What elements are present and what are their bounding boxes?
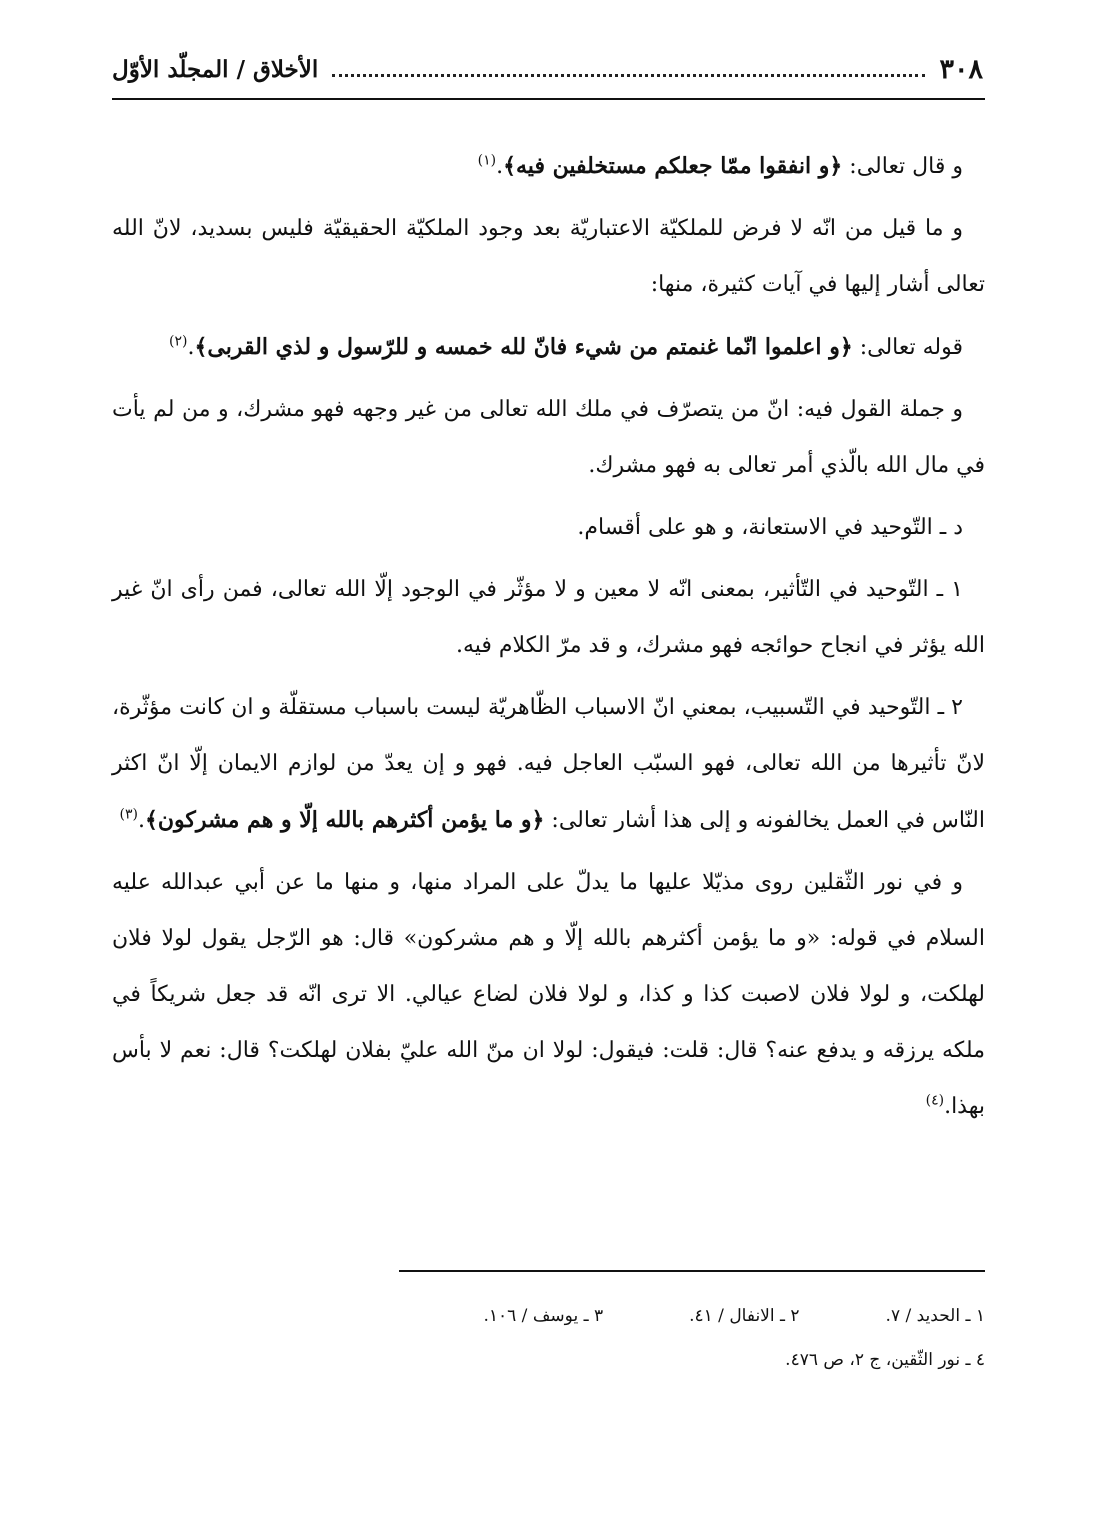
paragraph-8 xyxy=(112,855,985,1135)
footnote-divider xyxy=(399,1270,985,1272)
footnote-ref-2: (٢) xyxy=(169,333,188,350)
paragraph-3 xyxy=(112,319,985,376)
paragraph-6: ١ ـ التّوحيد في التّأثير، بمعنى انّه لا معين و لا مؤثّر في الوجود إلّا الله تعالى، فمن رأى انّ غير الله يؤثر في انجاح حوائجه فهو مشرك، و قد مرّ الكلام فيه. xyxy=(112,577,985,658)
paragraph-7-lead: ٢ ـ التّوحيد في التّسبيب، بمعني انّ الاسباب الظّاهريّة ليست باسباب مستقلّة و ان كانت مؤثّرة، لانّ تأثيرها من الله تعالى، فهو السبّب العاجل فيه. فهو و إن يعدّ من لوازم الايمان إلّا انّ اكثر النّاس في العمل يخالفونه و إلى هذا أشار تعالى: xyxy=(112,695,985,833)
quran-quote-2: ﴿و اعلموا انّما غنمتم من شيء فانّ لله خمسه و للرّسول و لذي القربى﴾ xyxy=(194,334,853,360)
footnote-3: ٣ ـ يوسف / ١٠٦. xyxy=(483,1306,604,1326)
running-title: الأخلاق / المجلّد الأوّل xyxy=(112,55,319,83)
paragraph-3-tail: . xyxy=(187,335,195,360)
paragraph-7-tail: . xyxy=(137,808,145,833)
footnotes-row-2 xyxy=(112,1338,985,1382)
footnote-ref-4: (٤) xyxy=(925,1092,945,1109)
footnote-ref-3: (٣) xyxy=(119,806,138,823)
main-text xyxy=(112,138,985,1135)
header-leader-dots xyxy=(332,74,925,77)
footnote-2: ٢ ـ الانفال / ٤١. xyxy=(689,1306,800,1326)
paragraph-1 xyxy=(112,138,985,195)
paragraph-3-lead: قوله تعالى: xyxy=(852,335,963,360)
paragraph-1-tail: . xyxy=(496,154,504,179)
paragraph-7 xyxy=(112,680,985,849)
paragraph-5: د ـ التّوحيد في الاستعانة، و هو على أقسام. xyxy=(577,515,963,540)
book-page xyxy=(112,40,985,1520)
quran-quote-3: ﴿و ما يؤمن أكثرهم بالله إلّا و هم مشركون﴾ xyxy=(144,807,545,833)
paragraph-4: و جملة القول فيه: انّ من يتصرّف في ملك الله تعالى من غير وجهه فهو مشرك، و من لم يأت في مال الله بالّذي أمر تعالى به فهو مشرك. xyxy=(112,397,985,478)
footnotes xyxy=(112,1294,985,1382)
quran-quote-1: ﴿و انفقوا ممّا جعلكم مستخلفين فيه﴾ xyxy=(503,153,843,179)
page-header xyxy=(112,40,985,100)
page-number: ٣٠٨ xyxy=(939,53,983,85)
footnote-1: ١ ـ الحديد / ٧. xyxy=(885,1306,985,1326)
footnote-ref-1: (١) xyxy=(477,152,497,169)
paragraph-8-text: و في نور الثّقلين روى مذيّلا عليها ما يدلّ على المراد منها، و منها ما عن أبي عبدالله عليه السلام في قوله: «و ما يؤمن أكثرهم بالله إلّا و هم مشركون» قال: هو الرّجل يقول لولا فلان لهلكت، و لولا فلان لاصبت كذا و كذا، و لولا فلان لضاع عيالي. الا ترى انّه قد جعل شريكاً في ملكه يرزقه و يدفع عنه؟ قال: قلت: فيقول: لولا ان منّ الله عليّ بفلان لهلكت؟ قال: نعم لا بأس بهذا. xyxy=(112,870,985,1119)
footnote-4: ٤ ـ نور الثّقين، ج ٢، ص ٤٧٦. xyxy=(785,1350,985,1370)
footnotes-row-1 xyxy=(112,1294,985,1338)
paragraph-2: و ما قيل من انّه لا فرض للملكيّة الاعتباريّة بعد وجود الملكيّة الحقيقيّة فليس بسديد، لانّ الله تعالى أشار إليها في آيات كثيرة، منها: xyxy=(112,216,985,297)
paragraph-1-lead: و قال تعالى: xyxy=(842,154,963,179)
